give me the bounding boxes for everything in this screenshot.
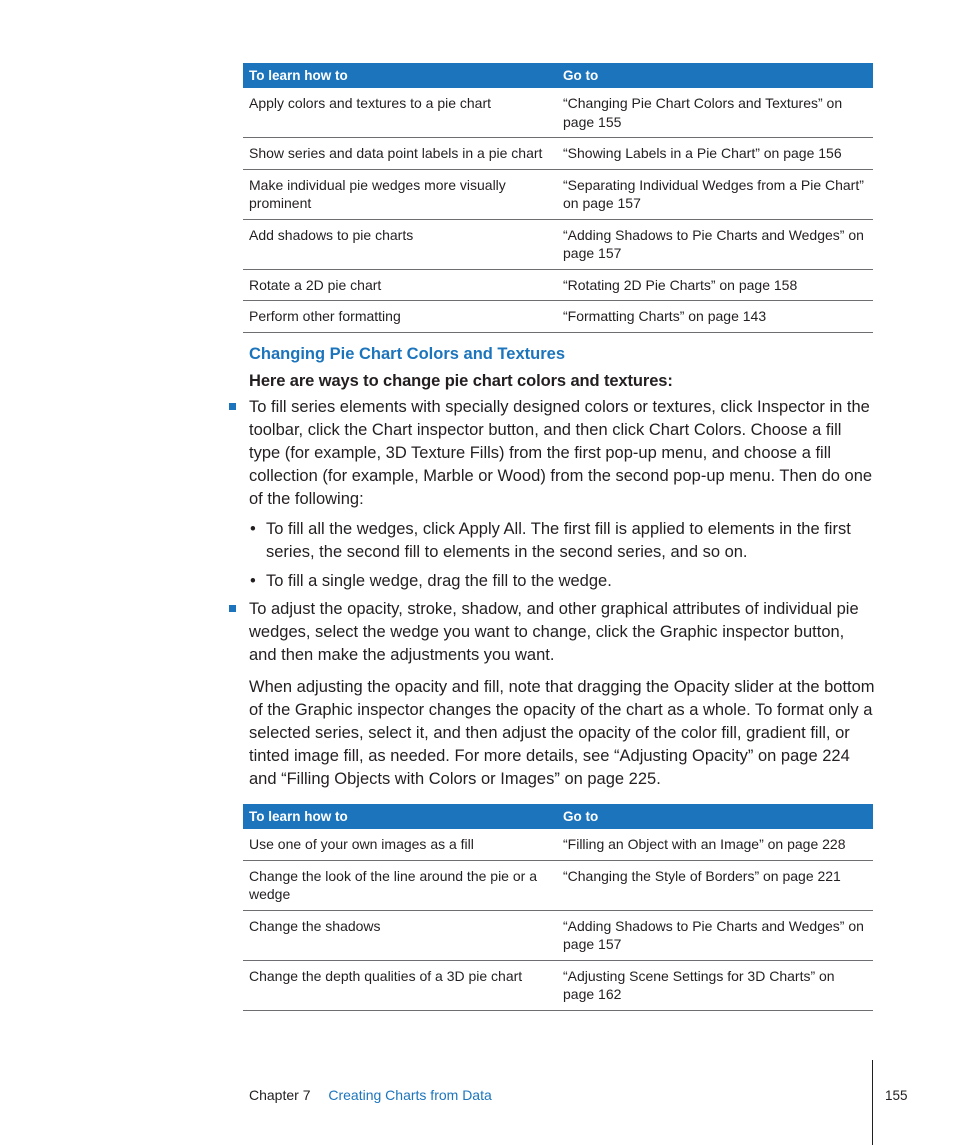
table-row bbox=[243, 169, 873, 219]
reference-link[interactable]: “Adding Shadows to Pie Charts and Wedges” on page 157 bbox=[557, 910, 873, 960]
page-number-divider bbox=[872, 1060, 873, 1145]
task-cell: Perform other formatting bbox=[243, 301, 557, 333]
reference-table-1 bbox=[243, 63, 873, 333]
reference-link[interactable]: “Formatting Charts” on page 143 bbox=[557, 301, 873, 333]
reference-table-2 bbox=[243, 804, 873, 1011]
task-cell: Change the depth qualities of a 3D pie chart bbox=[243, 960, 557, 1010]
body-paragraph: When adjusting the opacity and fill, note that dragging the Opacity slider at the bottom of the Graphic inspector changes the opacity of the chart as a whole. To format only a selected series, select it, and then adjust the opacity of the color fill, gradient fill, or tinted image fill, as needed. For more details, see “Adjusting Opacity” on page 224 and “Filling Objects with Colors or Images” on page 225. bbox=[249, 678, 875, 788]
sub-bullet-paragraph-2: To fill a single wedge, drag the fill to the wedge. bbox=[266, 572, 612, 590]
reference-link[interactable]: “Changing Pie Chart Colors and Textures” on page 155 bbox=[557, 88, 873, 138]
table-row bbox=[243, 269, 873, 301]
page-footer bbox=[249, 1087, 492, 1103]
reference-link[interactable]: “Rotating 2D Pie Charts” on page 158 bbox=[557, 269, 873, 301]
table-row bbox=[243, 960, 873, 1010]
task-cell: Apply colors and textures to a pie chart bbox=[243, 88, 557, 138]
chapter-title-link[interactable]: Creating Charts from Data bbox=[328, 1087, 492, 1103]
task-cell: Add shadows to pie charts bbox=[243, 219, 557, 269]
dot-bullet-icon: • bbox=[250, 572, 256, 590]
table-row bbox=[243, 219, 873, 269]
task-cell: Rotate a 2D pie chart bbox=[243, 269, 557, 301]
square-bullet-icon bbox=[229, 403, 236, 410]
square-bullet-icon bbox=[229, 605, 236, 612]
bullet-paragraph-2: To adjust the opacity, stroke, shadow, and other graphical attributes of individual pie wedges, select the wedge you want to change, click the Graphic inspector button, and then make the adjustments you want. bbox=[249, 600, 859, 664]
task-cell: Show series and data point labels in a pie chart bbox=[243, 138, 557, 170]
chapter-label: Chapter 7 bbox=[249, 1087, 311, 1103]
table-row bbox=[243, 301, 873, 333]
table-header-row bbox=[243, 804, 873, 829]
task-cell: Make individual pie wedges more visually prominent bbox=[243, 169, 557, 219]
task-cell: Use one of your own images as a fill bbox=[243, 829, 557, 860]
column-header-learn: To learn how to bbox=[243, 63, 557, 88]
column-header-goto: Go to bbox=[557, 63, 873, 88]
task-cell: Change the shadows bbox=[243, 910, 557, 960]
table-row bbox=[243, 829, 873, 860]
task-cell: Change the look of the line around the pie or a wedge bbox=[243, 860, 557, 910]
section-lead: Here are ways to change pie chart colors and textures: bbox=[249, 372, 673, 390]
table-row bbox=[243, 860, 873, 910]
dot-bullet-icon: • bbox=[250, 520, 256, 538]
bullet-paragraph-1: To fill series elements with specially designed colors or textures, click Inspector in the toolbar, click the Chart inspector button, and then click Chart Colors. Choose a fill type (for example, 3D Texture Fills) from the first pop-up menu, and choose a fill collection (for example, Marble or Wood) from the second pop-up menu. Then do one of the following: bbox=[249, 398, 873, 508]
reference-link[interactable]: “Separating Individual Wedges from a Pie Chart” on page 157 bbox=[557, 169, 873, 219]
section-heading: Changing Pie Chart Colors and Textures bbox=[249, 345, 565, 363]
column-header-learn: To learn how to bbox=[243, 804, 557, 829]
sub-bullet-paragraph-1: To fill all the wedges, click Apply All. The first fill is applied to elements in the first series, the second fill to elements in the second series, and so on. bbox=[266, 520, 851, 561]
reference-link[interactable]: “Changing the Style of Borders” on page 221 bbox=[557, 860, 873, 910]
column-header-goto: Go to bbox=[557, 804, 873, 829]
page-number: 155 bbox=[885, 1088, 908, 1103]
reference-link[interactable]: “Filling an Object with an Image” on page 228 bbox=[557, 829, 873, 860]
reference-link[interactable]: “Adjusting Scene Settings for 3D Charts” on page 162 bbox=[557, 960, 873, 1010]
table-row bbox=[243, 910, 873, 960]
reference-link[interactable]: “Showing Labels in a Pie Chart” on page 156 bbox=[557, 138, 873, 170]
reference-link[interactable]: “Adding Shadows to Pie Charts and Wedges” on page 157 bbox=[557, 219, 873, 269]
table-row bbox=[243, 138, 873, 170]
table-header-row bbox=[243, 63, 873, 88]
table-row bbox=[243, 88, 873, 138]
